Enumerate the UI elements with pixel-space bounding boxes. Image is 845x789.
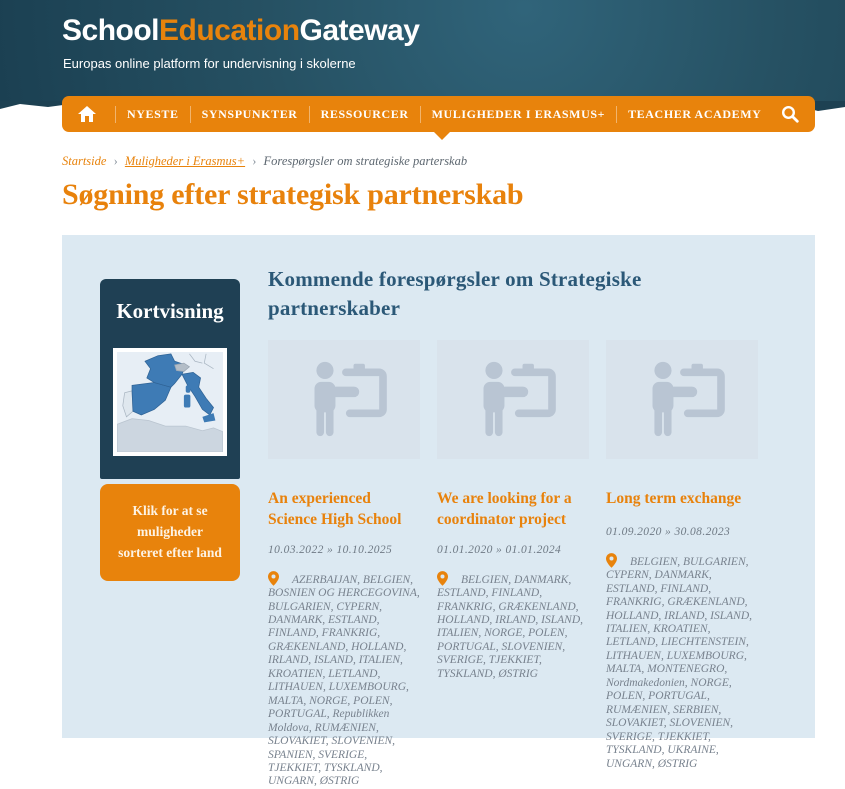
logo-part-gateway: Gateway <box>299 14 420 47</box>
breadcrumb-link-startside[interactable]: Startside <box>62 154 107 168</box>
partnership-cards <box>268 340 768 789</box>
card-countries-text: AZERBAIJAN, BELGIEN, BOSNIEN OG HERCEGOVINA, BULGARIEN, CYPERN, DANMARK, ESTLAND, FINLAND, FRANKRIG, GRÆKENLAND, HOLLAND, IRLAND, ISLAND, ITALIEN, KROATIEN, LETLAND, LITHAUEN, LUXEMBOURG, MALTA, NORGE, POLEN, PORTUGAL, Republikken Moldova, RUMÆNIEN, SLOVAKIET, SLOVENIEN, SPANIEN, SVERIGE, TJEKKIET, TYSKLAND, UNGARN, ØSTRIG <box>268 573 420 788</box>
breadcrumb-separator: › <box>113 154 118 168</box>
nav-divider <box>190 106 191 123</box>
map-pin-icon <box>606 553 617 568</box>
card-thumbnail[interactable] <box>606 340 758 459</box>
card-thumbnail[interactable] <box>437 340 589 459</box>
site-logo[interactable] <box>62 14 419 48</box>
card-countries <box>268 571 420 789</box>
breadcrumb-link-muligheder[interactable]: Muligheder i Erasmus+ <box>124 154 246 168</box>
map-view-sidebar <box>100 279 240 581</box>
card-title-link[interactable]: An experienced Science High School <box>268 489 402 528</box>
nav-item-synspunkter[interactable]: SYNSPUNKTER <box>201 106 298 121</box>
europe-map-image[interactable] <box>113 348 227 456</box>
home-icon[interactable] <box>78 105 98 123</box>
card-thumbnail[interactable] <box>268 340 420 459</box>
card-countries-text: BELGIEN, DANMARK, ESTLAND, FINLAND, FRANKRIG, GRÆKENLAND, HOLLAND, IRLAND, ISLAND, ITALIEN, NORGE, POLEN, PORTUGAL, SLOVENIEN, SVERIGE, TJEKKIET, TYSKLAND, ØSTRIG <box>437 573 584 680</box>
card-date-range: 01.09.2020 » 30.08.2023 <box>606 525 731 538</box>
card-date-range: 10.03.2022 » 10.10.2025 <box>268 543 393 556</box>
nav-divider <box>115 106 116 123</box>
nav-item-ressourcer[interactable]: RESSOURCER <box>320 106 409 121</box>
nav-item-muligheder-i-erasmus[interactable]: MULIGHEDER I ERASMUS+ <box>431 106 606 121</box>
map-view-card[interactable] <box>100 279 240 479</box>
partnership-card <box>268 340 420 789</box>
nav-divider <box>309 106 310 123</box>
nav-item-teacher-academy[interactable]: TEACHER ACADEMY <box>628 106 762 121</box>
sort-by-country-button[interactable]: Klik for at se muligheder sorteret efter land <box>100 484 240 581</box>
partnership-card <box>437 340 589 789</box>
search-icon[interactable] <box>781 105 799 123</box>
card-countries <box>606 553 758 771</box>
logo-part-education: Education <box>159 14 300 47</box>
section-heading: Kommende forespørgsler om Strategiske partnerskaber <box>268 267 642 321</box>
map-view-title: Kortvisning <box>116 299 224 323</box>
teacher-at-board-icon <box>634 360 730 438</box>
nav-item-nyeste[interactable]: NYESTE <box>127 106 179 121</box>
site-tagline: Europas online platform for undervisning i skolerne <box>63 56 356 71</box>
partnership-card <box>606 340 758 789</box>
content-panel <box>62 235 815 788</box>
breadcrumb-separator: › <box>252 154 257 168</box>
card-countries-text: BELGIEN, BULGARIEN, CYPERN, DANMARK, ESTLAND, FINLAND, FRANKRIG, GRÆKENLAND, HOLLAND, IRLAND, ISLAND, ITALIEN, KROATIEN, LETLAND, LIECHTENSTEIN, LITHAUEN, LUXEMBOURG, MALTA, MONTENEGRO, Nordmakedonien, NORGE, POLEN, PORTUGAL, RUMÆNIEN, SERBIEN, SLOVAKIET, SLOVENIEN, SVERIGE, TJEKKIET, TYSKLAND, UKRAINE, UNGARN, ØSTRIG <box>606 555 753 770</box>
card-title-link[interactable]: Long term exchange <box>606 489 742 507</box>
teacher-at-board-icon <box>465 360 561 438</box>
logo-part-school: School <box>62 14 160 47</box>
card-countries <box>437 571 589 682</box>
breadcrumb-current-page: Forespørgsler om strategiske parterskab <box>263 154 468 168</box>
teacher-at-board-icon <box>296 360 392 438</box>
map-pin-icon <box>437 571 448 586</box>
active-nav-indicator <box>434 132 450 140</box>
nav-divider <box>420 106 421 123</box>
page-header <box>0 0 845 150</box>
card-date-range: 01.01.2020 » 01.01.2024 <box>437 543 562 556</box>
page-title: Søgning efter strategisk partnerskab <box>62 178 524 211</box>
main-navigation <box>62 96 815 132</box>
nav-divider <box>616 106 617 123</box>
card-title-link[interactable]: We are looking for a coordinator project <box>437 489 572 528</box>
main-column <box>268 265 768 789</box>
breadcrumb <box>62 154 845 169</box>
map-pin-icon <box>268 571 279 586</box>
